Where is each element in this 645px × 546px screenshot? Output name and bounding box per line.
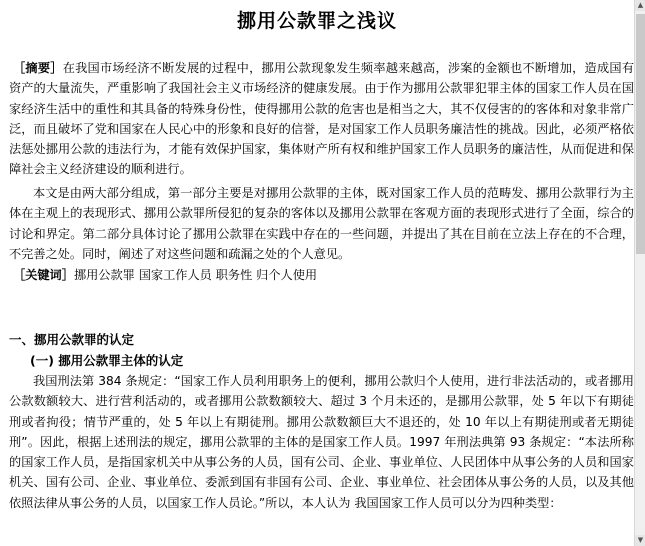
scroll-up-arrow-icon[interactable]: ▲ (635, 0, 645, 11)
keywords-text: 挪用公款罪 国家工作人员 职务性 归个人使用 (73, 268, 318, 282)
vertical-scrollbar[interactable] (634, 0, 645, 546)
scrollbar-thumb[interactable] (636, 14, 645, 254)
keywords-line (9, 265, 634, 285)
subsection-heading: (一) 挪用公款罪主体的认定 (30, 353, 184, 368)
intro-paragraph: 本文是由两大部分组成，第一部分主要是对挪用公款罪的主体，既对国家工作人员的范畴发、挪用公款罪行为主体在主观上的表现形式、挪用公款罪所侵犯的复杂的客体以及挪用公款罪在客观方面的表现形式进行了全面，综合的讨论和界定。第二部分具体讨论了挪用公款罪在实践中存在的一些问题，并提出了其在目前在立法上存在的不合理，不完善之处。同时，阐述了对这些问题和疏漏之处的个人意见。 (9, 186, 634, 261)
section-heading: 一、挪用公款罪的认定 (9, 332, 135, 347)
abstract-paragraph (9, 58, 634, 180)
keywords-label: ［关键词］ (13, 268, 74, 282)
document-title: 挪用公款罪之浅议 (236, 10, 397, 32)
abstract-label: ［摘要］ (13, 61, 63, 75)
scroll-down-arrow-icon[interactable]: ▼ (635, 535, 645, 546)
body-paragraph: 我国刑法第 384 条规定：“国家工作人员利用职务上的便利，挪用公款归个人使用，进行非法活动的，或者挪用公款数额较大、进行营利活动的，或者挪用公款数额较大、超过 3 个月未还的，是挪用公款罪，处 5 年以下有期徒刑或者拘役；情节严重的，处 5 年以上有期徒刑。挪用公款数额巨大不退还的，处 10 年以上有期徒刑或者无期徒刑”。因此，根据上述刑法的规定，挪用公款罪的主体的是国家工作人员。1997 年刑法典第 93 条规定：“本法所称的国家工作人员，是指国家机关中从事公务的人员，国有公司、企业、事业单位、人民团体中从事公务的人员和国家机关、国有公司、企业、事业单位、委派到国有非国有公司、企业、事业单位、社会团体从事公务的人员，以及其他依照法律从事公务的人员，以国家工作人员论。”所以，本人认为 我国国家工作人员可以分为四种类型： (9, 374, 634, 510)
abstract-text: 在我国市场经济不断发展的过程中，挪用公款现象发生频率越来越高，涉案的金额也不断增加，造成国有资产的大量流失，严重影响了我国社会主义市场经济的健康发展。由于作为挪用公款罪犯罪主体的国家工作人员在国家经济生活中的重性和其具备的特殊身份性，使得挪用公款的危害也是相当之大，其不仅侵害的的客体和对象非常广泛，而且破坏了党和国家在人民心中的形象和良好的信誉，是对国家工作人员职务廉洁性的挑战。因此，必须严格依法惩处挪用公款的违法行为，才能有效保护国家，集体财产所有权和维护国家工作人员职务的廉洁性，从而促进和保障社会主义经济建设的顺利进行。 (9, 61, 634, 177)
